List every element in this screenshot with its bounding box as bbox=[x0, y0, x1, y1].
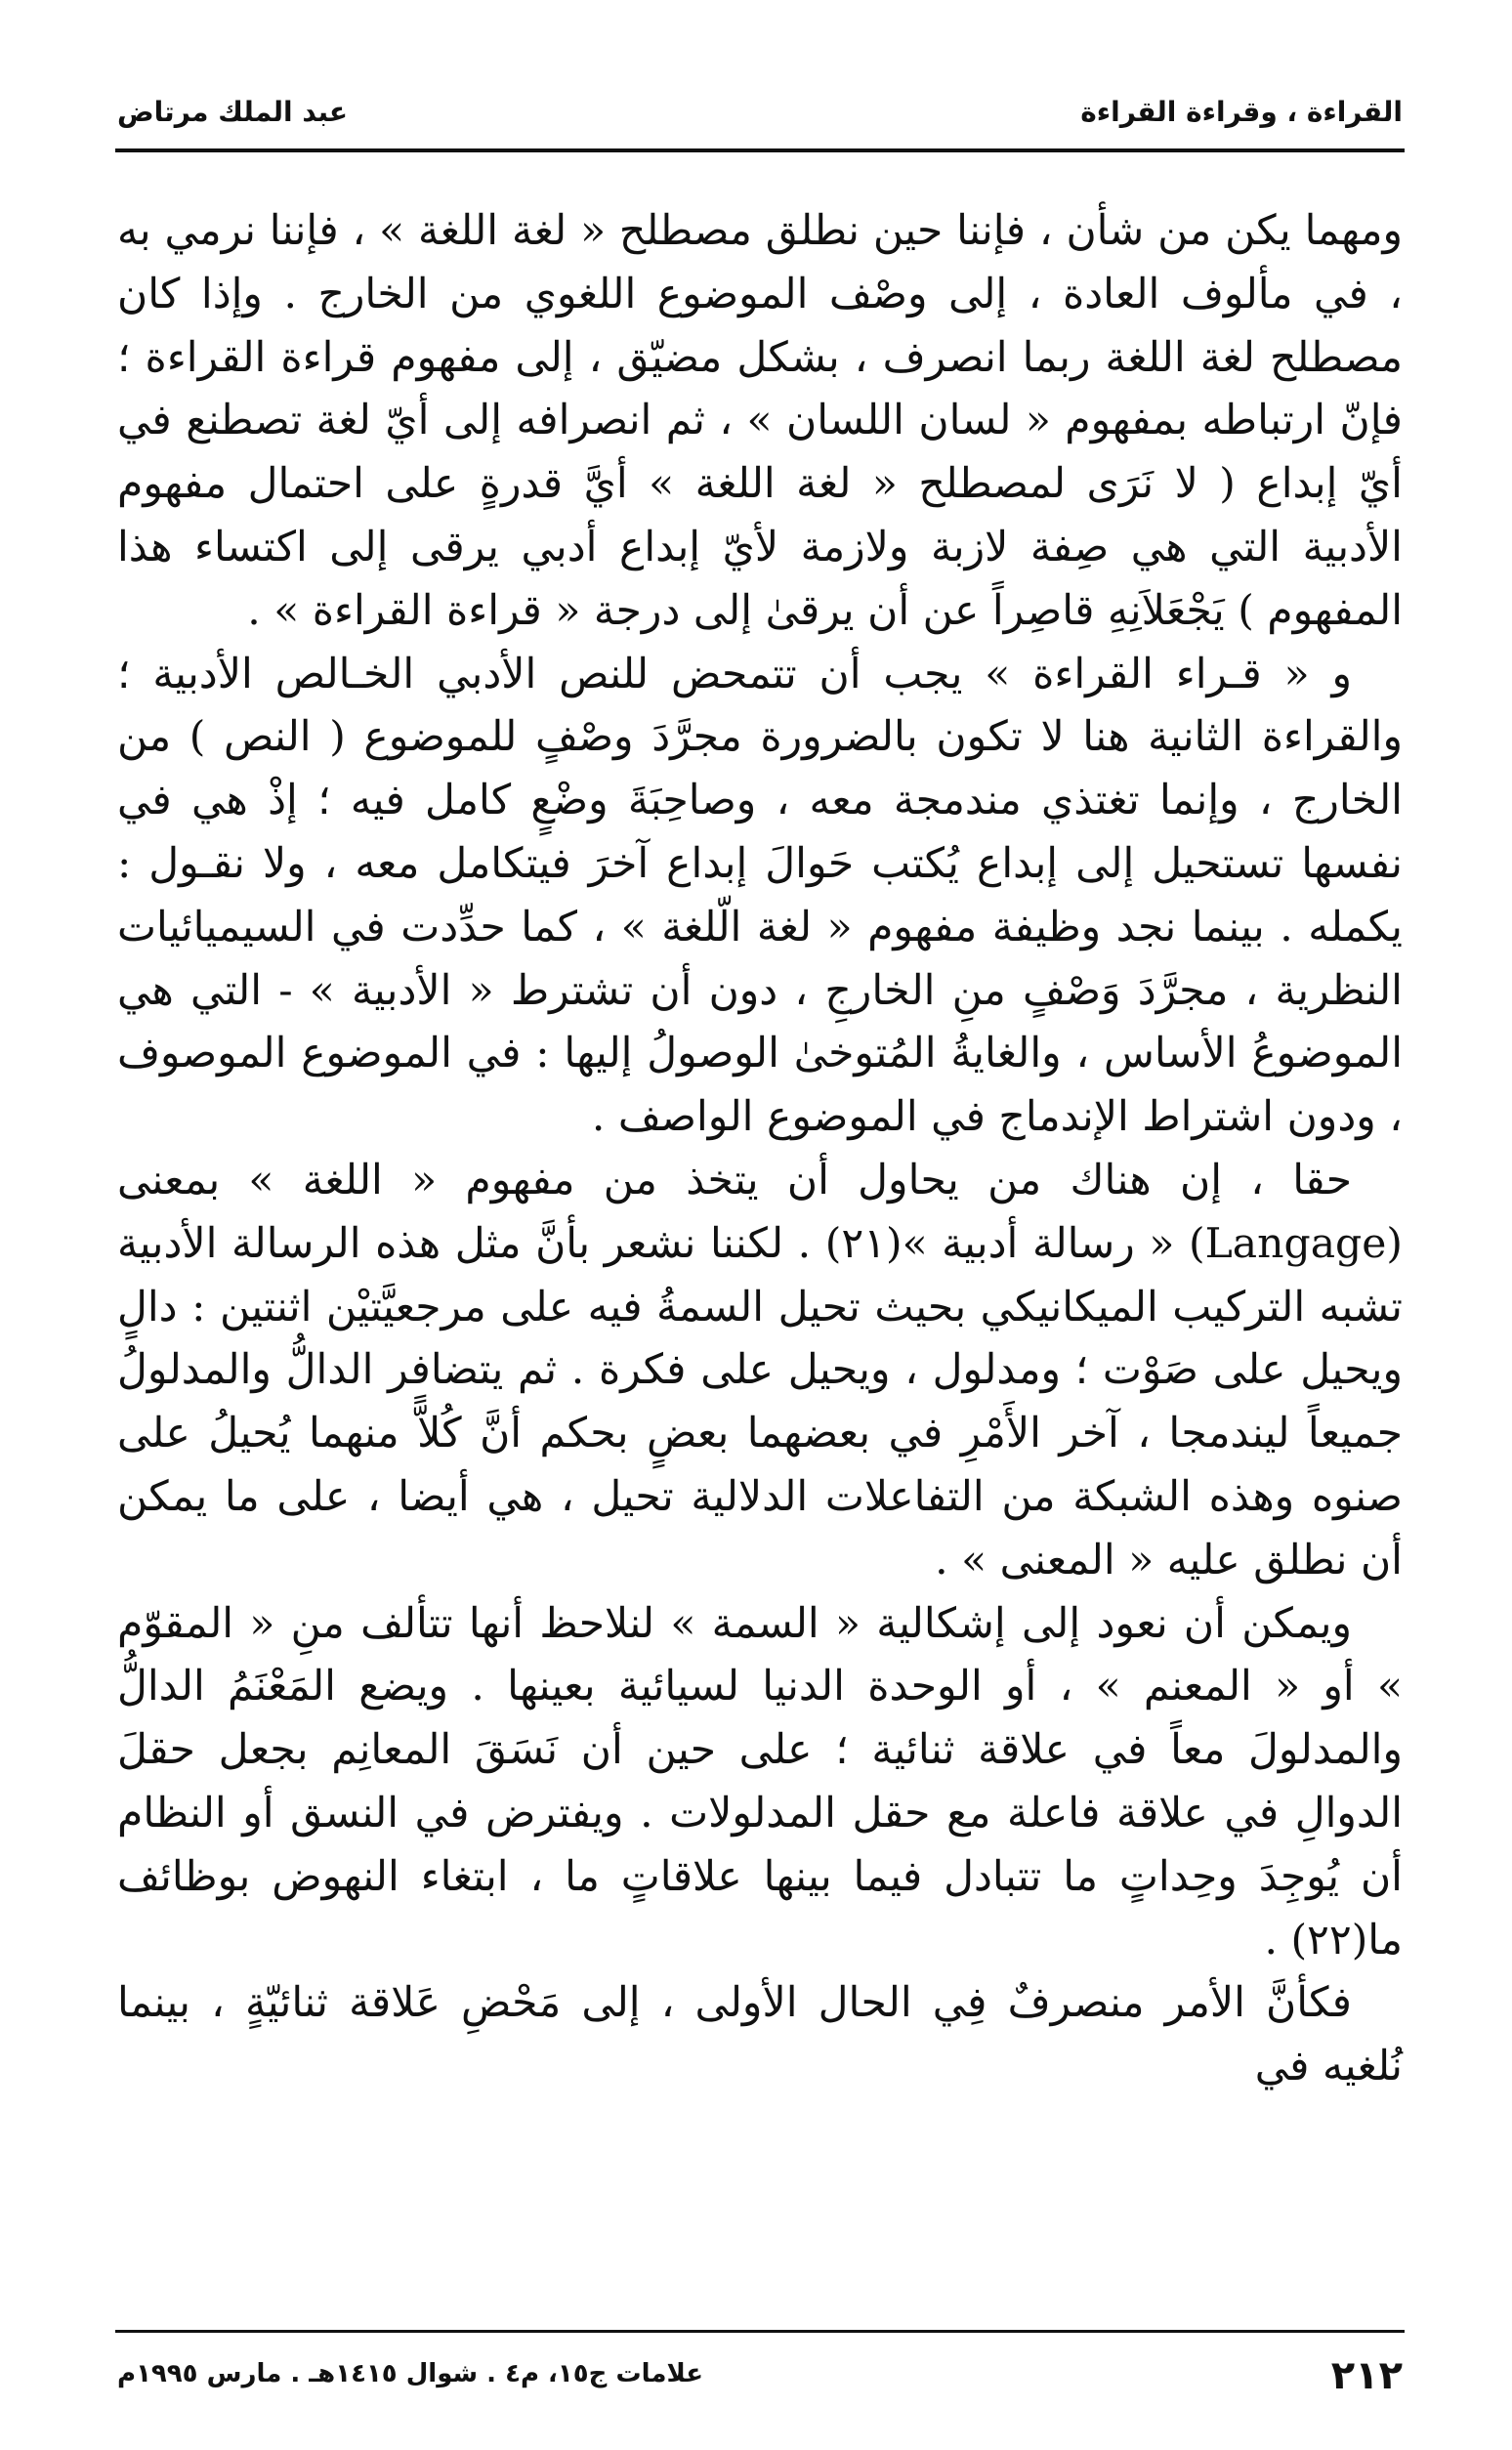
header-rule bbox=[115, 148, 1405, 152]
paragraph-2: و « قـراء القراءة » يجب أن تتمحض للنص الأدبي الخـالص الأدبية ؛ والقراءة الثانية هنا لا تكون بالضرورة مجرَّدَ وصْفٍ للموضوع ( النص ) من الخارج ، وإنما تغتذي مندمجة معه ، وصاحِبَةَ وضْعٍ كامل فيه ؛ إذْ هي في نفسها تستحيل إلى إبداع يُكتب حَوالَ إبداع آخرَ فيتكامل معه ، ولا نقـول : يكمله . بينما نجد وظيفة مفهوم « لغة الّلغة » ، كما حدِّدت في السيميائيات النظرية ، مجرَّدَ وَصْفٍ منِ الخارجِ ، دون أن تشترط « الأدبية » - التي هي الموضوعُ الأساس ، والغايةُ المُتوخىٰ الوصولُ إليها : في الموضوع الموصوف ، ودون اشتراط الإندماج في الموضوع الواصف . bbox=[117, 650, 1403, 1142]
footer-rule bbox=[115, 2330, 1405, 2333]
running-header bbox=[117, 90, 1403, 139]
paragraph-5: فكأنَّ الأمر منصرفٌ فِي الحال الأولى ، إلى مَحْضِ عَلاقة ثنائيّةٍ ، بينما نُلغيه في bbox=[117, 1979, 1403, 2091]
page-number: ٢١٢ bbox=[1330, 2353, 1403, 2398]
paragraph-1: ومهما يكن من شأن ، فإننا حين نطلق مصطلح « لغة اللغة » ، فإننا نرمي به ، في مألوف العادة ، إلى وصْف الموضوع اللغوي من الخارج . وإذا كان مصطلح لغة اللغة ربما انصرف ، بشكل مضيّق ، إلى مفهوم قراءة القراءة ؛ فإنّ ارتباطه بمفهوم « لسان اللسان » ، ثم انصرافه إلى أيّ لغة تصطنع في أيّ إبداع ( لا نَرَى لمصطلح « لغة اللغة » أيَّ قدرةٍ على احتمال مفهوم الأدبية التي هي صِفة لازبة ولازمة لأيّ إبداع أدبي يرقى إلى اكتساء هذا المفهوم ) يَجْعَلاَنِهِ قاصِراً عن أن يرقىٰ إلى درجة « قراءة القراءة » . bbox=[117, 207, 1403, 635]
page-footer bbox=[117, 2349, 1403, 2408]
paragraph-3: حقا ، إن هناك من يحاول أن يتخذ من مفهوم « اللغة » بمعنى (Langage) « رسالة أدبية »(٢١) . لكننا نشعر بأنَّ مثل هذه الرسالة الأدبية تشبه التركيب الميكانيكي بحيث تحيل السمةُ فيه على مرجعيَّتيْن اثنتين : دالٍ ويحيل على صَوْت ؛ ومدلول ، ويحيل على فكرة . ثم يتضافر الدالُّ والمدلولُ جميعاً ليندمجا ، آخر الأَمْرِ في بعضهما بعضٍ بحكم أنَّ كُلاًّ منهما يُحيلُ على صنوه وهذه الشبكة من التفاعلات الدلالية تحيل ، هي أيضا ، على ما يمكن أن نطلق عليه « المعنى » . bbox=[117, 1156, 1404, 1584]
issue-info: علامات ج١٥، م٤ . شوال ١٤١٥هـ . مارس ١٩٩٥م bbox=[117, 2359, 703, 2388]
paragraph-4: ويمكن أن نعود إلى إشكالية « السمة » لنلاحظ أنها تتألف منِ « المقوّم » أو « المعنم » ، أو الوحدة الدنيا لسيائية بعينها . ويضع المَعْنَمُ الدالُّ والمدلولَ معاً في علاقة ثنائية ؛ على حين أن نَسَقَ المعانِم بجعل حقلَ الدوالِ في علاقة فاعلة مع حقل المدلولات . ويفترض في النسق أو النظام أن يُوجِدَ وحِداتٍ ما تتبادل فيما بينها علاقاتٍ ما ، ابتغاء النهوض بوظائف ما(٢٢) . bbox=[117, 1599, 1403, 1964]
author-name: عبد الملك مرتاض bbox=[117, 96, 349, 128]
journal-title: القراءة ، وقراءة القراءة bbox=[1080, 96, 1403, 128]
body-text bbox=[117, 200, 1403, 2099]
